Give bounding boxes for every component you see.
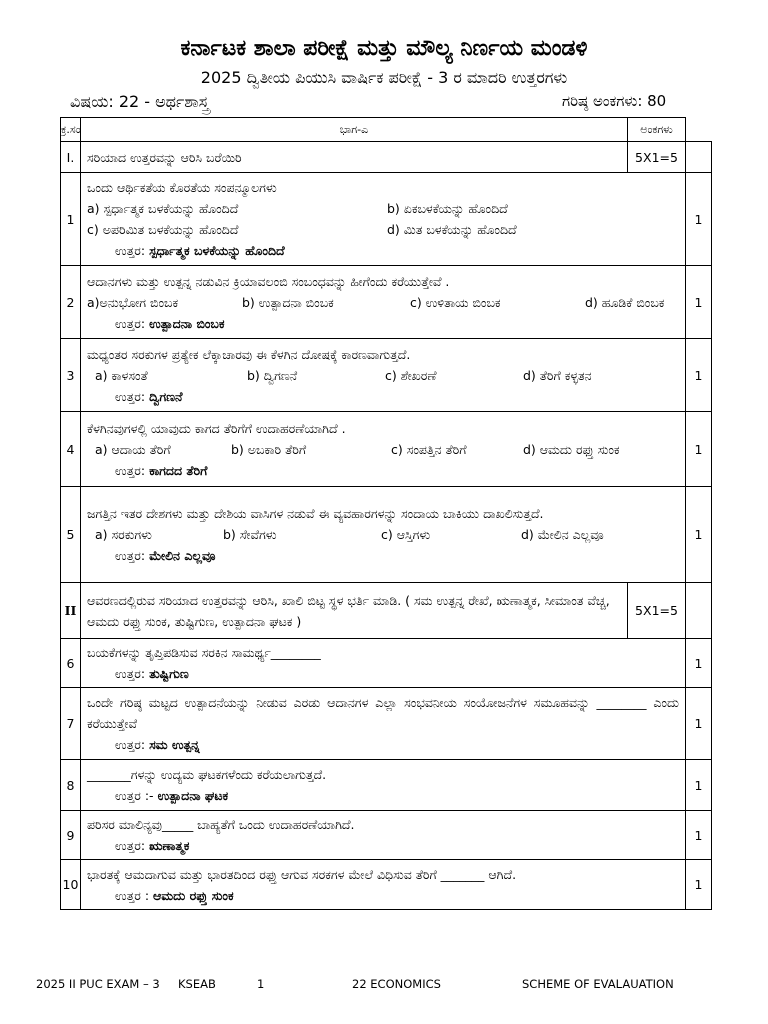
section-marks: 5X1=5 — [628, 142, 686, 173]
board-title: ಕರ್ನಾಟಕ ಶಾಲಾ ಪರೀಕ್ಷೆ ಮತ್ತು ಮೌಲ್ಯ ನಿರ್ಣಯ ಮಂಡಳಿ — [180, 36, 588, 61]
option-a: a) ಸರಕುಗಳು — [95, 527, 152, 542]
question-row — [61, 487, 712, 583]
question-text: ಒಂದೇ ಗರಿಷ್ಠ ಮಟ್ಟದ ಉತ್ಪಾದನೆಯನ್ನು ನೀಡುವ ಎರಡು ಆದಾನಗಳ ಎಲ್ಲಾ ಸಂಭವನೀಯ ಸಂಯೋಜನೆಗಳ ಸಮೂಹವನ್ನು ________ ಎಂದು ಕರೆಯುತ್ತೇವೆ — [87, 695, 679, 731]
subject-label: ವಿಷಯ: 22 - ಅರ್ಥಶಾಸ್ತ್ರ — [70, 92, 210, 111]
answer-text: ಆಮದು ರಫ್ತು ಸುಂಕ — [153, 887, 234, 903]
question-number: 7 — [61, 688, 81, 760]
question-number: 6 — [61, 639, 81, 688]
question-marks: 1 — [686, 266, 712, 339]
option-c: c) ಸಂಪತ್ತಿನ ತೆರಿಗೆ — [391, 441, 467, 457]
answer-label: ಉತ್ತರ: — [115, 666, 146, 681]
question-marks: 1 — [686, 173, 712, 266]
question-cell — [81, 266, 686, 339]
answer-label: ಉತ್ತರ: — [115, 462, 146, 478]
question-text: ಒಂದು ಆರ್ಥಿಕತೆಯ ಕೊರತೆಯ ಸಂಪನ್ಮೂಲಗಳು — [87, 180, 277, 195]
question-number: 1 — [61, 173, 81, 266]
question-row — [61, 860, 712, 910]
option-b: b) ಉತ್ಪಾದನಾ ಬಿಂಬಕ — [242, 294, 334, 310]
question-cell — [81, 339, 686, 412]
section-marks: 5X1=5 — [628, 583, 686, 639]
footer-exam: 2025 II PUC EXAM – 3 — [36, 977, 160, 991]
question-cell — [81, 688, 686, 760]
marks-header: ಅಂಕಗಳು — [628, 118, 686, 142]
section-row — [61, 142, 712, 173]
option-d: d) ಹೂಡಿಕೆ ಬಿಂಬಕ — [585, 294, 665, 310]
footer-page-number: 1 — [257, 977, 265, 991]
section-number: I. — [61, 142, 81, 173]
question-number: 10 — [61, 860, 81, 910]
section-number: II — [61, 583, 81, 639]
question-row — [61, 339, 712, 412]
option-a: a)ಅನುಭೋಗ ಬಿಂಬಕ — [87, 294, 179, 310]
question-cell — [81, 811, 686, 860]
answer-label: ಉತ್ತರ: — [115, 737, 146, 752]
sl-no-header: ಕ್ರ.ಸಂ — [61, 118, 81, 142]
question-text: ಜಗತ್ತಿನ ಇತರ ದೇಶಗಳು ಮತ್ತು ದೇಶಿಯ ವಾಸಿಗಳ ನಡುವೆ ಈ ವ್ಯವಹಾರಗಳನ್ನು ಸಂದಾಯ ಬಾಕಿಯು ದಾಖಲಿಸುತ್ತದೆ. — [87, 506, 544, 521]
footer-scheme: SCHEME OF EVALAUATION — [522, 977, 674, 991]
max-marks-label: ಗರಿಷ್ಠ ಅಂಕಗಳು: 80 — [562, 92, 667, 110]
option-c: c) ಉಳಿತಾಯ ಬಿಂಬಕ — [410, 294, 501, 310]
question-cell — [81, 860, 686, 910]
question-cell — [81, 639, 686, 688]
answer-label: ಉತ್ತರ : — [115, 887, 150, 903]
question-marks: 1 — [686, 412, 712, 487]
answer-text: ಸಮ ಉತ್ಪನ್ನ — [149, 737, 200, 752]
question-marks: 1 — [686, 339, 712, 412]
option-b: b) ದ್ವಿಗಣನೆ — [247, 367, 298, 383]
question-text: ಭಾರತಕ್ಕೆ ಆಮದಾಗುವ ಮತ್ತು ಭಾರತದಿಂದ ರಫ್ತು ಆಗುವ ಸರಕಗಳ ಮೇಲೆ ವಿಧಿಸುವ ತೆರಿಗೆ _______ ಆಗಿದೆ. — [87, 866, 517, 882]
question-cell — [81, 760, 686, 811]
answer-text: ತುಷ್ಟಿಗುಣ — [149, 666, 189, 681]
answer-scheme-table — [60, 117, 712, 910]
option-c: c) ಆಸ್ತಿಗಳು — [381, 527, 431, 542]
part-header: ಭಾಗ-ಎ — [81, 118, 628, 142]
answer-text: ಮೇಲಿನ ಎಲ್ಲವೂ — [149, 548, 216, 563]
question-row — [61, 412, 712, 487]
option-b: b) ಅಬಕಾರಿ ತೆರಿಗೆ — [231, 441, 307, 457]
answer-label: ಉತ್ತರ :- — [115, 788, 154, 803]
table-header-row — [61, 118, 712, 142]
question-row — [61, 173, 712, 266]
option-c: c) ಅಪರಿಮಿತ ಬಳಕೆಯನ್ನು ಹೊಂದಿದೆ — [87, 222, 239, 237]
question-row — [61, 266, 712, 339]
answer-label: ಉತ್ತರ: — [115, 315, 146, 331]
answer-text: ಉತ್ಪಾದನಾ ಬಿಂಬಕ — [149, 315, 225, 331]
question-text: ಕೆಳಗಿನವುಗಳಲ್ಲಿ ಯಾವುದು ಕಾಗದ ತೆರಿಗೆಗೆ ಉದಾಹರಣೆಯಾಗಿದೆ . — [87, 420, 346, 436]
exam-title: 2025 ದ್ವಿತೀಯ ಪಿಯುಸಿ ವಾರ್ಷಿಕ ಪರೀಕ್ಷೆ - 3 ರ ಮಾದರಿ ಉತ್ತರಗಳು — [200, 68, 568, 87]
question-row — [61, 760, 712, 811]
question-cell — [81, 487, 686, 583]
option-d: d) ಮಿತ ಬಳಕೆಯನ್ನು ಹೊಂದಿದೆ — [387, 222, 517, 237]
question-number: 9 — [61, 811, 81, 860]
question-row — [61, 639, 712, 688]
section-row — [61, 583, 712, 639]
answer-text: ಉತ್ಪಾದನಾ ಘಟಕ — [157, 788, 229, 803]
question-marks: 1 — [686, 760, 712, 811]
option-a: a) ಸ್ಪರ್ಧಾತ್ಮಕ ಬಳಕೆಯನ್ನು ಹೊಂದಿದೆ — [87, 201, 239, 216]
question-number: 3 — [61, 339, 81, 412]
answer-text: ದ್ವಿಗಣನೆ — [149, 388, 183, 404]
question-number: 5 — [61, 487, 81, 583]
option-a: a) ಕಾಳಸಂತೆ — [95, 367, 148, 383]
question-text: ಆದಾನಗಳು ಮತ್ತು ಉತ್ಪನ್ನ ನಡುವಿನ ಕ್ರಿಯಾವಲಂಬಿ ಸಂಬಂಧವನ್ನು ಹೀಗೆಂದು ಕರೆಯುತ್ತೇವೆ . — [87, 273, 450, 289]
answer-label: ಉತ್ತರ: — [115, 838, 146, 853]
question-marks: 1 — [686, 639, 712, 688]
question-marks: 1 — [686, 860, 712, 910]
question-cell — [81, 173, 686, 266]
question-marks: 1 — [686, 487, 712, 583]
answer-text: ಕಾಗದದ ತೆರಿಗೆ — [149, 462, 208, 478]
question-text: ಮಧ್ಯಂತರ ಸರಕುಗಳ ಪ್ರತ್ಯೇಕ ಲೆಕ್ಕಾಚಾರವು ಈ ಕೆಳಗಿನ ದೋಷಕ್ಕೆ ಕಾರಣವಾಗುತ್ತದೆ. — [87, 346, 411, 362]
question-row — [61, 688, 712, 760]
option-a: a) ಆದಾಯ ತೆರಿಗೆ — [95, 441, 171, 457]
option-d: d) ಆಮದು ರಫ್ತು ಸುಂಕ — [523, 441, 620, 457]
section-title: ಆವರಣದಲ್ಲಿರುವ ಸರಿಯಾದ ಉತ್ತರವನ್ನು ಆರಿಸಿ, ಖಾಲಿ ಬಿಟ್ಟ ಸ್ಥಳ ಭರ್ತಿ ಮಾಡಿ. ( ಸಮ ಉತ್ಪನ್ನ ರೇಖೆ, ಋಣಾತ್ಮಕ, ಸೀಮಾಂತ ವೆಚ್ಚ, ಆಮದು ರಫ್ತು ಸುಂಕ, ತುಷ್ಟಿಗುಣ, ಉತ್ಪಾದನಾ ಘಟಕ ) — [81, 583, 628, 639]
answer-label: ಉತ್ತರ: — [115, 548, 146, 563]
question-marks: 1 — [686, 811, 712, 860]
question-row — [61, 811, 712, 860]
question-text: _______ಗಳನ್ನು ಉದ್ಯಮ ಘಟಕಗಳೆಂದು ಕರೆಯಲಾಗುತ್ತದೆ. — [87, 767, 327, 782]
answer-text: ಸ್ಪರ್ಧಾತ್ಮಕ ಬಳಕೆಯನ್ನು ಹೊಂದಿದೆ — [149, 243, 285, 258]
footer-board: KSEAB — [178, 977, 216, 991]
question-text: ಬಯಕೆಗಳನ್ನು ತೃಪ್ತಿಪಡಿಸುವ ಸರಕಿನ ಸಾಮರ್ಥ್ಯ________ — [87, 645, 321, 660]
question-marks: 1 — [686, 688, 712, 760]
option-c: c) ಶೇಖರಣೆ — [385, 367, 437, 383]
option-d: d) ಮೇಲಿನ ಎಲ್ಲವೂ — [521, 527, 604, 542]
answer-text: ಋಣಾತ್ಮಕ — [149, 838, 190, 853]
question-number: 2 — [61, 266, 81, 339]
option-d: d) ತೆರಿಗೆ ಕಳ್ಳತನ — [523, 367, 592, 383]
option-b: b) ಏಕಬಳಕೆಯನ್ನು ಹೊಂದಿದೆ — [387, 201, 508, 216]
answer-label: ಉತ್ತರ: — [115, 388, 146, 404]
question-cell — [81, 412, 686, 487]
option-b: b) ಸೇವೆಗಳು — [223, 527, 277, 542]
question-number: 4 — [61, 412, 81, 487]
question-text: ಪರಿಸರ ಮಾಲಿನ್ಯವು_____ ಬಾಹ್ಯತೆಗೆ ಒಂದು ಉದಾಹರಣೆಯಾಗಿದೆ. — [87, 817, 355, 832]
footer-subject: 22 ECONOMICS — [352, 977, 441, 991]
answer-label: ಉತ್ತರ: — [115, 243, 146, 258]
section-title: ಸರಿಯಾದ ಉತ್ತರವನ್ನು ಆರಿಸಿ ಬರೆಯಿರಿ — [81, 142, 628, 173]
question-number: 8 — [61, 760, 81, 811]
